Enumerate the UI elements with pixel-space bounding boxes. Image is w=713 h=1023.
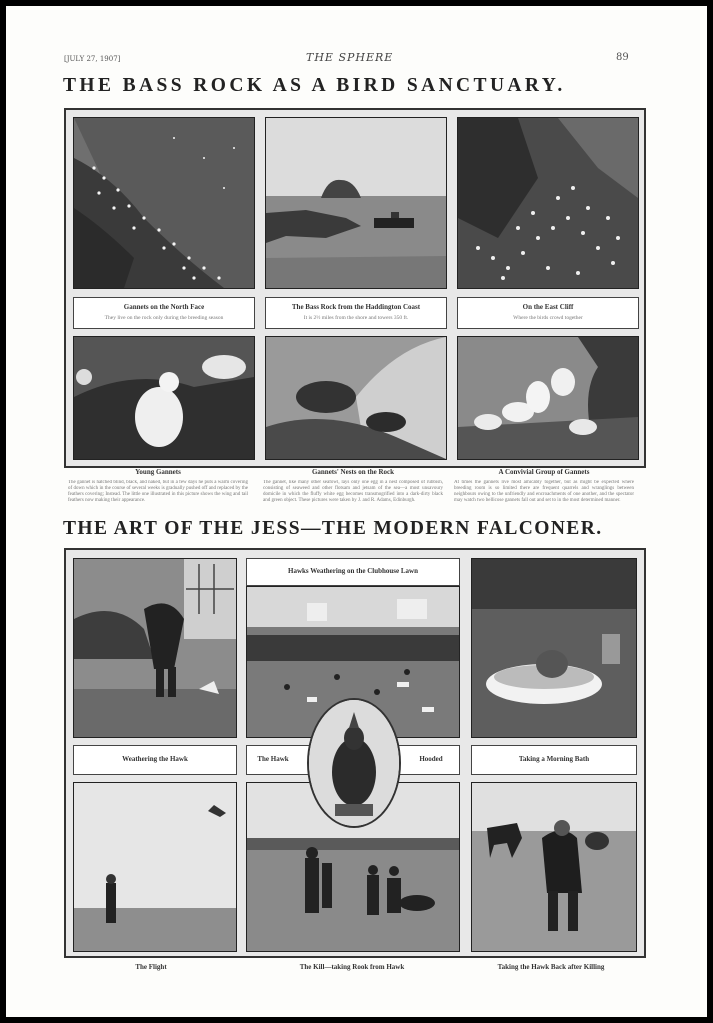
label-convivial-group: A Convivial Group of Gannets	[498, 468, 590, 476]
section1-title: THE BASS ROCK AS A BIRD SANCTUARY.	[63, 75, 566, 96]
caption-subtitle: They live on the rock only during the breeding season	[104, 315, 224, 321]
falconer-panel	[64, 548, 646, 958]
caption-hawks-weathering-lawn	[246, 558, 460, 586]
photo-group-of-gannets	[457, 336, 639, 460]
photo-young-gannets	[73, 336, 255, 460]
photo-hooded-hawk-oval	[307, 698, 401, 828]
paragraph-young-gannets: The gannet is hatched blind, black, and naked, but in a few days he puts a warm covering of down which in the course of several weeks is gradually pushed off and replaced by the feathers covering; Instead. The little one illustrated in this picture shows the wing and tail feathers now making their appearance.	[68, 480, 248, 503]
section2-title: THE ART OF THE JESS—THE MODERN FALCONER.	[63, 518, 603, 539]
photo-east-cliff	[457, 117, 639, 289]
caption-title: Hawks Weathering on the Clubhouse Lawn	[288, 567, 418, 575]
caption-hooded: Hooded	[419, 755, 443, 763]
magazine-page	[6, 6, 707, 1017]
caption-north-face	[73, 297, 255, 329]
caption-subtitle: Where the birds crowd together	[513, 315, 583, 321]
caption-title: The Bass Rock from the Haddington Coast	[291, 303, 421, 311]
caption-title: On the East Cliff	[522, 303, 574, 311]
label-young-gannets: Young Gannets	[135, 468, 181, 476]
bird-sanctuary-panel	[64, 108, 646, 468]
photo-taking-hawk-back	[471, 782, 637, 952]
caption-title: Gannets on the North Face	[123, 303, 205, 311]
paragraph-gannet-nests: The gannet, like many other seafowl, lays only one egg in a nest composed of rubbish, consisting of seaweed and other flotsam and jetsam of the sea—a most unsavoury domicile in which the fluffy white egg becomes transmogrified into a dark-dirty black and green object. These pictures were taken by J. and R. Adams, Edinburgh.	[263, 480, 443, 503]
label-gannet-nests: Gannets' Nests on the Rock	[311, 468, 395, 476]
photo-bass-rock-coast	[265, 117, 447, 289]
caption-the-hawk: The Hawk	[257, 755, 289, 763]
photo-morning-bath	[471, 558, 637, 738]
paragraph-convivial-group: At times the gannets live most amicably together, but as might be expected where breeding room is so limited there are frequent quarrels and wranglings between neighbours owing to the unfriendly and encroachments of one another, and the spectator may watch two bellicose gannets fall out and set to in the most determined manner.	[454, 480, 634, 503]
caption-subtitle: It is 2½ miles from the shore and towers 350 ft.	[303, 315, 409, 321]
photo-gannets-north-face	[73, 117, 255, 289]
caption-morning-bath	[471, 745, 637, 775]
caption-bass-rock	[265, 297, 447, 329]
caption-title: Taking a Morning Bath	[518, 755, 590, 763]
photo-gannet-nests	[265, 336, 447, 460]
label-the-flight: The Flight	[135, 963, 167, 971]
caption-title: Weathering the Hawk	[122, 755, 188, 763]
label-taking-hawk-back: Taking the Hawk Back after Killing	[497, 963, 605, 971]
magazine-name: THE SPHERE	[306, 51, 394, 64]
caption-weathering-hawk	[73, 745, 237, 775]
page-number: 89	[616, 52, 629, 63]
label-the-kill: The Kill—taking Rook from Hawk	[299, 963, 405, 971]
issue-date: [JULY 27, 1907]	[64, 55, 121, 63]
photo-weathering-hawk	[73, 558, 237, 738]
photo-the-flight	[73, 782, 237, 952]
caption-east-cliff	[457, 297, 639, 329]
